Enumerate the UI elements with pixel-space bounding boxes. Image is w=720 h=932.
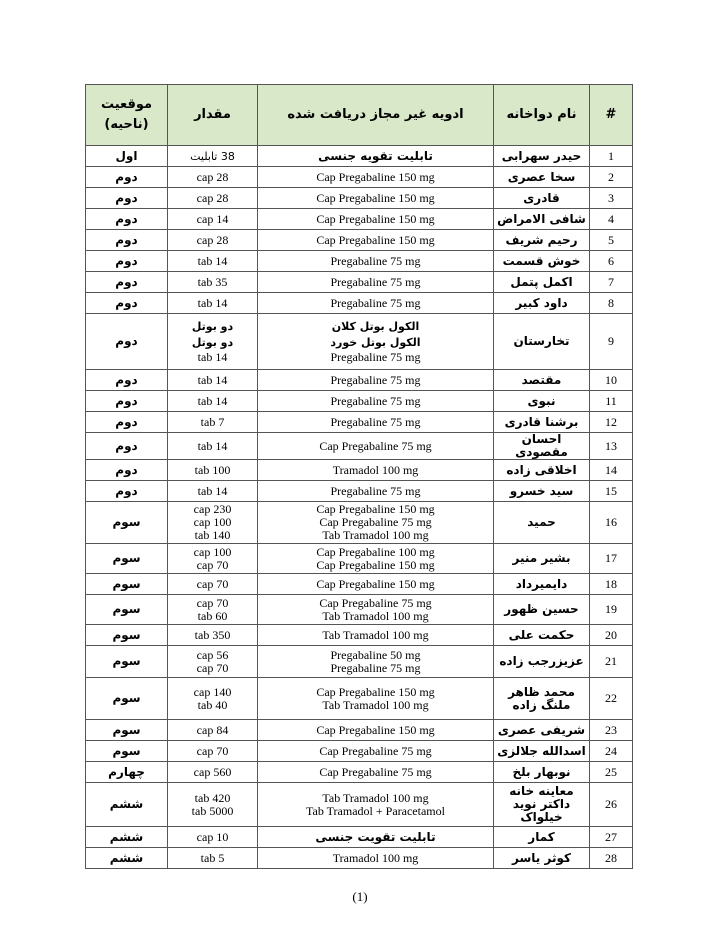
drug-cell [258, 370, 494, 391]
quantity-line: 100 tab [194, 462, 231, 477]
table-row [86, 574, 633, 595]
quantity-line: 70 cap [196, 660, 229, 675]
row-number: 3 [590, 188, 633, 209]
area-cell: دوم [86, 251, 168, 272]
table-row [86, 678, 633, 720]
quantity-cell [168, 314, 258, 370]
pharmacy-name: اکمل پتمل [494, 272, 590, 293]
drug-line: Cap Pregabaline 75 mg [319, 438, 432, 453]
quantity-line: 140 cap [193, 684, 232, 699]
quantity-line: 70 cap [196, 743, 229, 758]
area-cell: سوم [86, 574, 168, 595]
quantity-line: 5000 tab [191, 803, 234, 818]
drug-line: Cap Pregabaline 75 mg [319, 764, 432, 779]
quantity-cell [168, 460, 258, 481]
quantity-cell [168, 625, 258, 646]
row-number: 18 [590, 574, 633, 595]
area-cell: دوم [86, 481, 168, 502]
quantity-line: 28 cap [196, 190, 229, 205]
pharmacy-name: داود کبیر [494, 293, 590, 314]
pharmacy-name: دایمیرداد [494, 574, 590, 595]
table-row [86, 391, 633, 412]
drug-cell [258, 827, 494, 848]
quantity-cell [168, 502, 258, 544]
row-number: 12 [590, 412, 633, 433]
quantity-line: 14 tab [197, 253, 228, 268]
table-row [86, 433, 633, 460]
area-cell: دوم [86, 230, 168, 251]
row-number: 15 [590, 481, 633, 502]
drug-line: Tab Tramadol 100 mg [322, 697, 429, 712]
header-number: # [590, 85, 633, 146]
row-number: 1 [590, 146, 633, 167]
row-number: 8 [590, 293, 633, 314]
quantity-line: 70 cap [196, 595, 229, 610]
drug-cell [258, 574, 494, 595]
quantity-cell [168, 251, 258, 272]
table-row [86, 783, 633, 827]
pharmacy-name: احسان مقصودی [494, 433, 590, 460]
drug-line: Pregabaline 75 mg [330, 295, 421, 310]
quantity-line: 14 cap [196, 211, 229, 226]
row-number: 20 [590, 625, 633, 646]
row-number: 14 [590, 460, 633, 481]
drug-line: Pregabaline 75 mg [330, 483, 421, 498]
pharmacy-name: سید خسرو [494, 481, 590, 502]
drug-line: Cap Pregabaline 150 mg [316, 576, 435, 591]
table-row [86, 827, 633, 848]
pharmacy-name: کمار [494, 827, 590, 848]
table-row [86, 720, 633, 741]
pharmacy-name: حکمت علی [494, 625, 590, 646]
header-quantity: مقدار [168, 85, 258, 146]
drug-line: تابلیت تقویه جنسی [318, 148, 433, 163]
table-header-row [86, 85, 633, 146]
drug-line: Pregabaline 75 mg [330, 253, 421, 268]
quantity-line: 14 tab [197, 350, 228, 364]
row-number: 22 [590, 678, 633, 720]
quantity-cell [168, 167, 258, 188]
drug-line: Tab Tramadol 100 mg [322, 790, 429, 805]
drug-cell [258, 720, 494, 741]
drug-line: Cap Pregabaline 75 mg [319, 743, 432, 758]
quantity-line: 14 tab [197, 372, 228, 387]
row-number: 17 [590, 544, 633, 574]
quantity-cell [168, 481, 258, 502]
header-area: موقعیت (ناحیه) [86, 85, 168, 146]
drug-cell [258, 293, 494, 314]
pharmacy-name: برشنا قادری [494, 412, 590, 433]
drug-line: Cap Pregabaline 75 mg [319, 595, 432, 610]
drug-line: Cap Pregabaline 150 mg [316, 502, 435, 516]
drug-cell [258, 848, 494, 869]
quantity-cell [168, 412, 258, 433]
pharmacy-name: شافی الامراض [494, 209, 590, 230]
drug-line: Pregabaline 75 mg [330, 414, 421, 429]
drug-line: Pregabaline 75 mg [330, 372, 421, 387]
page-number: (1) [352, 889, 368, 904]
quantity-line: دو بوتل [191, 320, 234, 333]
area-cell: ششم [86, 848, 168, 869]
area-cell: اول [86, 146, 168, 167]
quantity-cell [168, 188, 258, 209]
drug-cell [258, 625, 494, 646]
quantity-line: 35 tab [197, 274, 228, 289]
table-row [86, 460, 633, 481]
table-row [86, 544, 633, 574]
quantity-cell [168, 720, 258, 741]
row-number: 9 [590, 314, 633, 370]
drug-cell [258, 272, 494, 293]
drug-cell [258, 251, 494, 272]
drug-cell [258, 741, 494, 762]
pharmacy-name: سخا عصری [494, 167, 590, 188]
quantity-cell [168, 574, 258, 595]
quantity-cell [168, 678, 258, 720]
area-cell: سوم [86, 720, 168, 741]
drug-line: الکول بوتل خورد [330, 336, 421, 349]
area-cell: دوم [86, 370, 168, 391]
table-row [86, 209, 633, 230]
drug-cell [258, 762, 494, 783]
row-number: 11 [590, 391, 633, 412]
row-number: 13 [590, 433, 633, 460]
table-row [86, 188, 633, 209]
row-number: 21 [590, 646, 633, 678]
row-number: 19 [590, 595, 633, 625]
row-number: 5 [590, 230, 633, 251]
area-cell: سوم [86, 646, 168, 678]
drug-line: Cap Pregabaline 150 mg [316, 557, 435, 572]
row-number: 6 [590, 251, 633, 272]
quantity-cell [168, 741, 258, 762]
area-cell: چهارم [86, 762, 168, 783]
drug-line: Cap Pregabaline 150 mg [316, 232, 435, 247]
table-row [86, 848, 633, 869]
drug-cell [258, 502, 494, 544]
quantity-line: 7 tab [200, 414, 225, 429]
area-cell: ششم [86, 827, 168, 848]
drug-cell [258, 433, 494, 460]
pharmacy-name: مقتصد [494, 370, 590, 391]
quantity-cell [168, 391, 258, 412]
row-number: 23 [590, 720, 633, 741]
drug-line: Cap Pregabaline 150 mg [316, 190, 435, 205]
drug-cell [258, 412, 494, 433]
pharmacy-name: نوبهار بلخ [494, 762, 590, 783]
quantity-cell [168, 230, 258, 251]
drug-cell [258, 391, 494, 412]
drug-line: الکول بوتل کلان [331, 320, 420, 333]
pharmacy-name: نبوی [494, 391, 590, 412]
area-cell: دوم [86, 433, 168, 460]
area-cell: دوم [86, 209, 168, 230]
pharmacy-name: خوش قسمت [494, 251, 590, 272]
area-cell: سوم [86, 544, 168, 574]
pharmacy-name: عزیزرجب زاده [494, 646, 590, 678]
quantity-line: 10 cap [196, 829, 229, 844]
table-body [86, 146, 633, 869]
row-number: 28 [590, 848, 633, 869]
row-number: 16 [590, 502, 633, 544]
quantity-line: دو بوتل [191, 336, 234, 349]
row-number: 7 [590, 272, 633, 293]
quantity-cell [168, 762, 258, 783]
area-cell: دوم [86, 167, 168, 188]
pharmacy-name: قادری [494, 188, 590, 209]
quantity-cell [168, 272, 258, 293]
row-number: 4 [590, 209, 633, 230]
drug-cell [258, 209, 494, 230]
quantity-cell [168, 783, 258, 827]
area-cell: دوم [86, 293, 168, 314]
quantity-cell [168, 827, 258, 848]
pharmacy-name: رحیم شریف [494, 230, 590, 251]
drug-line: Pregabaline 50 mg [330, 647, 421, 662]
drug-line: Tab Tramadol 100 mg [322, 627, 429, 642]
pharmacy-name: محمد ظاهر ملنگ زاده [494, 678, 590, 720]
row-number: 24 [590, 741, 633, 762]
quantity-cell [168, 209, 258, 230]
header-drug: ادویه غیر مجاز دریافت شده [258, 85, 494, 146]
quantity-line: 140 tab [194, 528, 231, 542]
quantity-line: 70 cap [196, 576, 229, 591]
quantity-line: 230 cap [193, 502, 232, 516]
table-row [86, 646, 633, 678]
drug-line: Pregabaline 75 mg [330, 274, 421, 289]
quantity-line: 100 cap [193, 515, 232, 529]
drug-cell [258, 146, 494, 167]
drug-line: Tramadol 100 mg [332, 462, 419, 477]
drug-cell [258, 460, 494, 481]
drug-line: تابلیت تقویت جنسی [315, 829, 436, 844]
table-row [86, 370, 633, 391]
drug-cell [258, 188, 494, 209]
area-cell: دوم [86, 412, 168, 433]
pharmacy-name: شریفی عصری [494, 720, 590, 741]
drug-seizure-table [85, 84, 633, 869]
drug-cell [258, 678, 494, 720]
quantity-line: 28 cap [196, 169, 229, 184]
table-row [86, 741, 633, 762]
table-row [86, 502, 633, 544]
quantity-line: 56 cap [196, 647, 229, 662]
drug-line: Cap Pregabaline 75 mg [319, 515, 432, 529]
table-row [86, 293, 633, 314]
quantity-cell [168, 433, 258, 460]
area-cell: ششم [86, 783, 168, 827]
drug-line: Cap Pregabaline 150 mg [316, 169, 435, 184]
area-cell: دوم [86, 272, 168, 293]
drug-line: Cap Pregabaline 150 mg [316, 211, 435, 226]
row-number: 26 [590, 783, 633, 827]
drug-cell [258, 481, 494, 502]
table-row [86, 412, 633, 433]
table-row [86, 167, 633, 188]
drug-line: Tramadol 100 mg [332, 850, 419, 865]
quantity-cell [168, 646, 258, 678]
quantity-line: 100 cap [193, 544, 232, 559]
drug-cell [258, 544, 494, 574]
pharmacy-name: بشیر منیر [494, 544, 590, 574]
pharmacy-name: اسدالله جلالزی [494, 741, 590, 762]
pharmacy-name: حیدر سهرابی [494, 146, 590, 167]
drug-line: Tab Tramadol 100 mg [322, 608, 429, 623]
area-cell: سوم [86, 502, 168, 544]
quantity-line: 14 tab [197, 483, 228, 498]
area-cell: دوم [86, 460, 168, 481]
table-row [86, 251, 633, 272]
table-row [86, 272, 633, 293]
quantity-cell [168, 146, 258, 167]
drug-line: Pregabaline 75 mg [330, 393, 421, 408]
area-cell: سوم [86, 625, 168, 646]
pharmacy-name: حمید [494, 502, 590, 544]
table-row [86, 481, 633, 502]
quantity-cell [168, 293, 258, 314]
area-cell: دوم [86, 391, 168, 412]
drug-cell [258, 167, 494, 188]
quantity-line: 5 tab [200, 850, 225, 865]
quantity-line: 420 tab [194, 790, 231, 805]
quantity-cell [168, 544, 258, 574]
quantity-cell [168, 370, 258, 391]
quantity-cell [168, 848, 258, 869]
drug-line: Cap Pregabaline 150 mg [316, 722, 435, 737]
drug-line: Pregabaline 75 mg [330, 350, 421, 364]
table-row [86, 146, 633, 167]
header-pharmacy: نام دواخانه [494, 85, 590, 146]
area-cell: سوم [86, 678, 168, 720]
row-number: 25 [590, 762, 633, 783]
quantity-cell [168, 595, 258, 625]
table-row [86, 595, 633, 625]
quantity-line: 14 tab [197, 295, 228, 310]
table-row [86, 762, 633, 783]
table-row [86, 625, 633, 646]
quantity-line: 560 cap [193, 764, 232, 779]
pharmacy-name: حسین ظهور [494, 595, 590, 625]
area-cell: دوم [86, 314, 168, 370]
pharmacy-name: کوثر یاسر [494, 848, 590, 869]
drug-cell [258, 314, 494, 370]
table-row [86, 230, 633, 251]
area-cell: دوم [86, 188, 168, 209]
quantity-line: 40 tab [197, 697, 228, 712]
drug-line: Cap Pregabaline 150 mg [316, 684, 435, 699]
drug-line: Pregabaline 75 mg [330, 660, 421, 675]
drug-cell [258, 646, 494, 678]
pharmacy-name: معاینه خانه داکتر نوید خیلواک [494, 783, 590, 827]
row-number: 10 [590, 370, 633, 391]
drug-cell [258, 230, 494, 251]
row-number: 2 [590, 167, 633, 188]
quantity-line: 38 تابلیت [190, 149, 235, 163]
quantity-line: 60 tab [197, 608, 228, 623]
quantity-line: 70 cap [196, 557, 229, 572]
quantity-line: 350 tab [194, 627, 231, 642]
quantity-line: 14 tab [197, 393, 228, 408]
drug-line: Tab Tramadol + Paracetamol [306, 803, 445, 818]
quantity-line: 28 cap [196, 232, 229, 247]
drug-line: Cap Pregabaline 100 mg [316, 544, 435, 559]
row-number: 27 [590, 827, 633, 848]
quantity-line: 14 tab [197, 438, 228, 453]
area-cell: سوم [86, 595, 168, 625]
drug-cell [258, 783, 494, 827]
table-row [86, 314, 633, 370]
pharmacy-name: اخلاقی زاده [494, 460, 590, 481]
area-cell: سوم [86, 741, 168, 762]
drug-cell [258, 595, 494, 625]
quantity-line: 84 cap [196, 722, 229, 737]
drug-line: Tab Tramadol 100 mg [322, 528, 429, 542]
pharmacy-name: تخارستان [494, 314, 590, 370]
